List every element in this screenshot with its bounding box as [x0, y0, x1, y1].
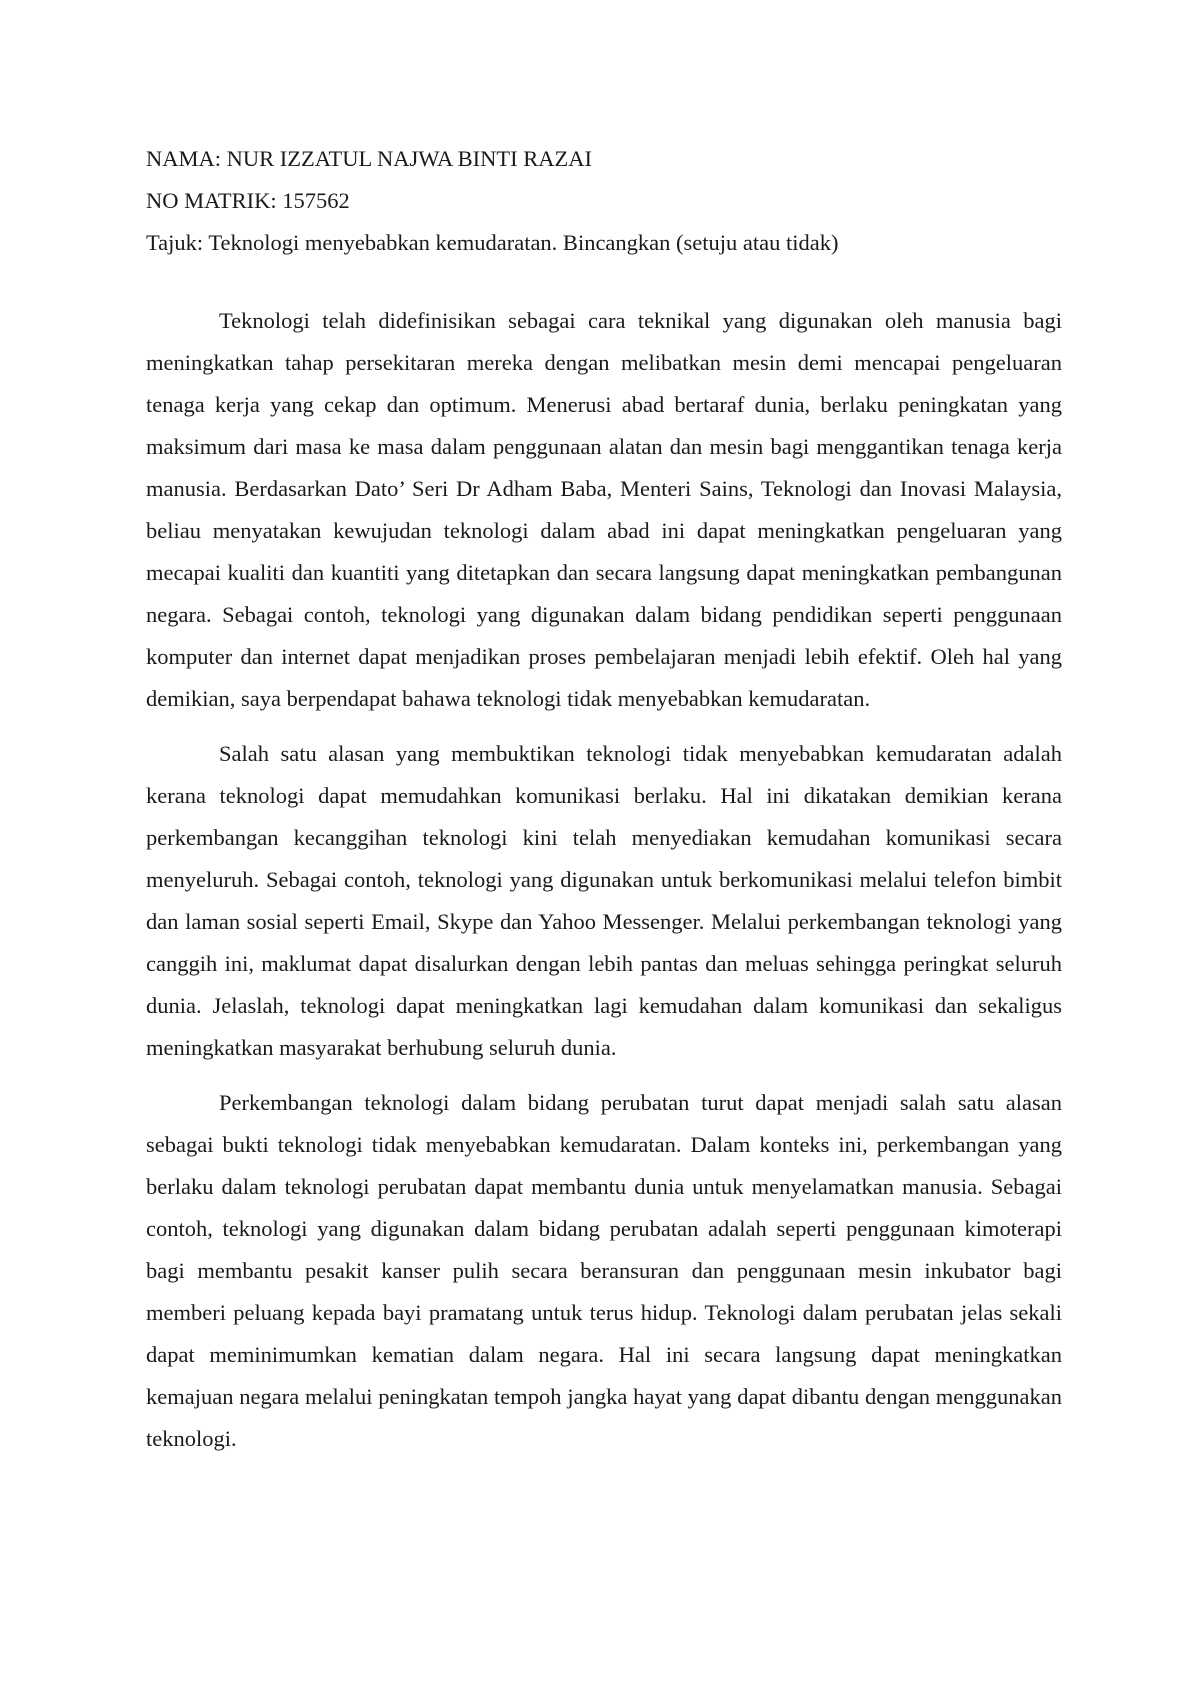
- paragraph-medicine: Perkembangan teknologi dalam bidang perubatan turut dapat menjadi salah satu alasan sebagai bukti teknologi tidak menyebabkan kemudaratan. Dalam konteks ini, perkembangan yang berlaku dalam teknologi perubatan dapat membantu dunia untuk menyelamatkan manusia. Sebagai contoh, teknologi yang digunakan dalam bidang perubatan adalah seperti penggunaan kimoterapi bagi membantu pesakit kanser pulih secara beransuran dan penggunaan mesin inkubator bagi memberi peluang kepada bayi pramatang untuk terus hidup. Teknologi dalam perubatan jelas sekali dapat meminimumkan kematian dalam negara. Hal ini secara langsung dapat meningkatkan kemajuan negara melalui peningkatan tempoh jangka hayat yang dapat dibantu dengan menggunakan teknologi.: [146, 1090, 1062, 1451]
- essay-title: Tajuk: Teknologi menyebabkan kemudaratan. Bincangkan (setuju atau tidak): [146, 230, 839, 255]
- paragraph-introduction: Teknologi telah didefinisikan sebagai cara teknikal yang digunakan oleh manusia bagi meningkatkan tahap persekitaran mereka dengan melibatkan mesin demi mencapai pengeluaran tenaga kerja yang cekap dan optimum. Menerusi abad bertaraf dunia, berlaku peningkatan yang maksimum dari masa ke masa dalam penggunaan alatan dan mesin bagi menggantikan tenaga kerja manusia. Berdasarkan Dato’ Seri Dr Adham Baba, Menteri Sains, Teknologi dan Inovasi Malaysia, beliau menyatakan kewujudan teknologi dalam abad ini dapat meningkatkan pengeluaran yang mecapai kualiti dan kuantiti yang ditetapkan dan secara langsung dapat meningkatkan pembangunan negara. Sebagai contoh, teknologi yang digunakan dalam bidang pendidikan seperti penggunaan komputer dan internet dapat menjadikan proses pembelajaran menjadi lebih efektif. Oleh hal yang demikian, saya berpendapat bahawa teknologi tidak menyebabkan kemudaratan.: [146, 308, 1062, 711]
- student-name: NAMA: NUR IZZATUL NAJWA BINTI RAZAI: [146, 146, 593, 171]
- paragraph-communication: Salah satu alasan yang membuktikan teknologi tidak menyebabkan kemudaratan adalah kerana teknologi dapat memudahkan komunikasi berlaku. Hal ini dikatakan demikian kerana perkembangan kecanggihan teknologi kini telah menyediakan kemudahan komunikasi secara menyeluruh. Sebagai contoh, teknologi yang digunakan untuk berkomunikasi melalui telefon bimbit dan laman sosial seperti Email, Skype dan Yahoo Messenger. Melalui perkembangan teknologi yang canggih ini, maklumat dapat disalurkan dengan lebih pantas dan meluas sehingga peringkat seluruh dunia. Jelaslah, teknologi dapat meningkatkan lagi kemudahan dalam komunikasi dan sekaligus meningkatkan masyarakat berhubung seluruh dunia.: [146, 741, 1062, 1060]
- document-header: [146, 138, 1062, 264]
- essay-body: [146, 300, 1062, 1460]
- document-page: [146, 138, 1062, 1473]
- matric-number: NO MATRIK: 157562: [146, 188, 350, 213]
